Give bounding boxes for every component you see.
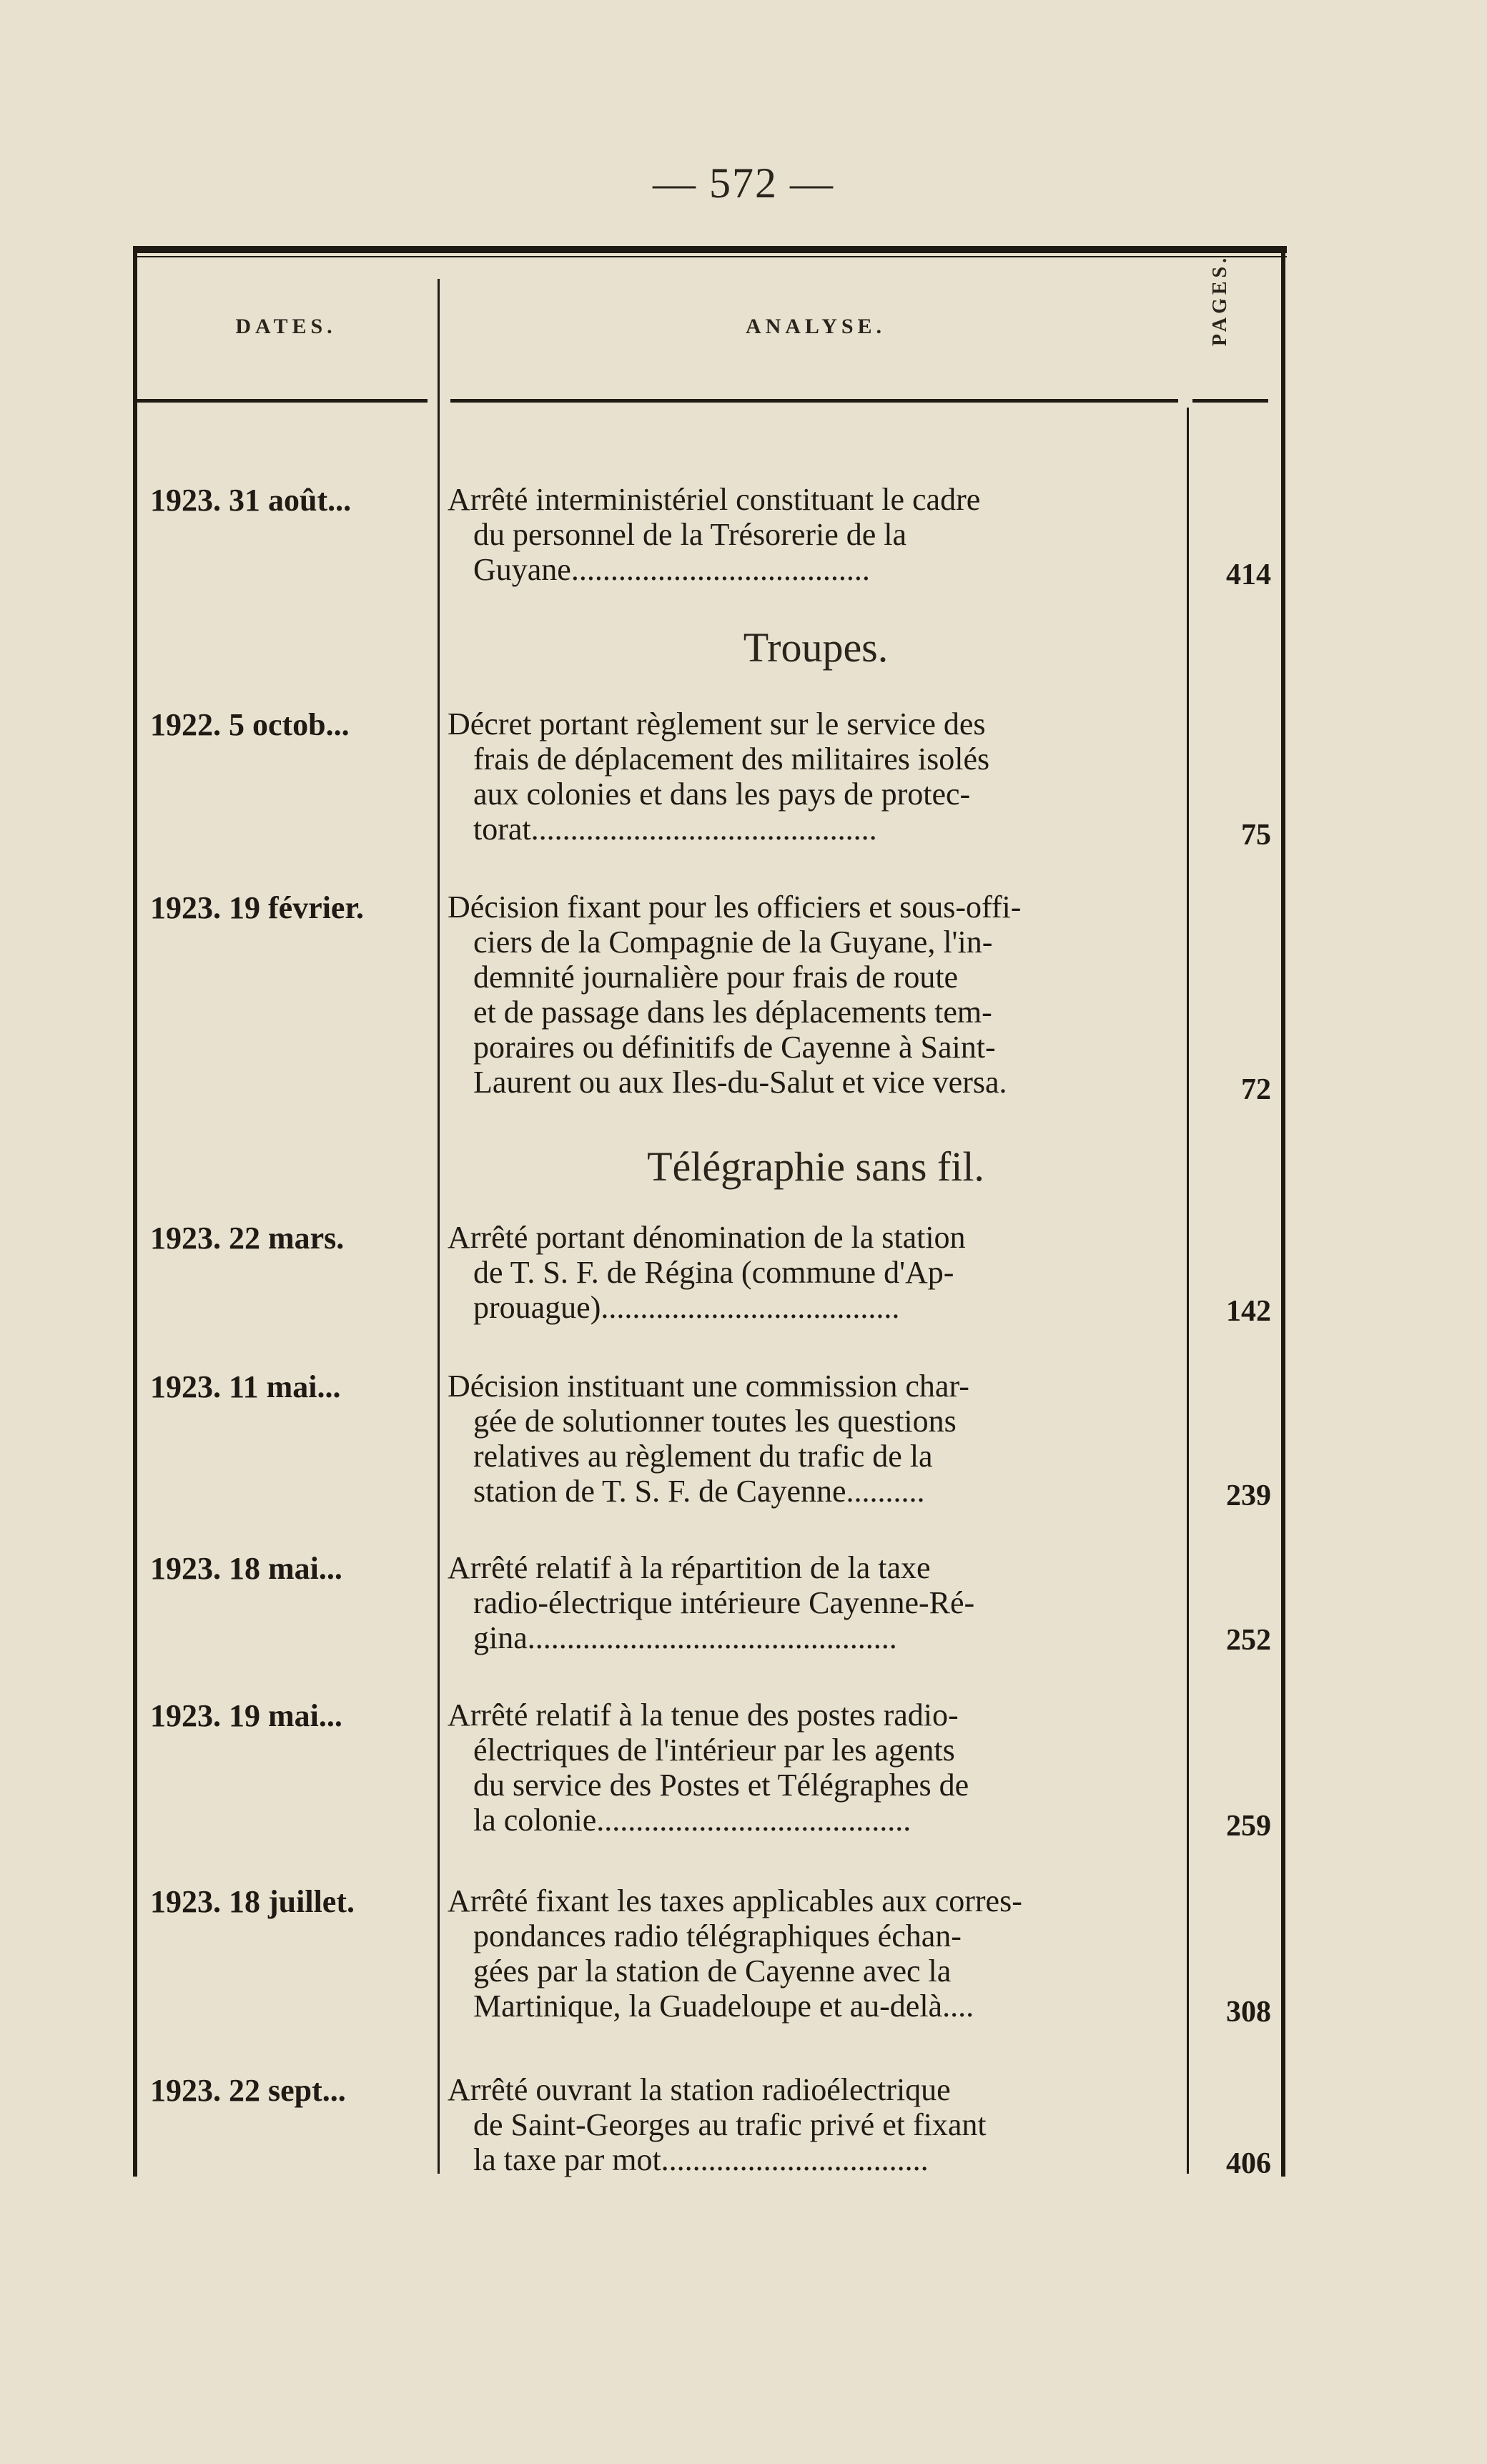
analysis-line: Arrêté relatif à la répartition de la taxe	[448, 1550, 931, 1585]
analysis-line: poraires ou définitifs de Cayenne à Saint-	[473, 1030, 996, 1065]
analysis-line: électriques de l'intérieur par les agents	[473, 1733, 955, 1768]
analysis-line: gée de solutionner toutes les questions	[473, 1404, 957, 1439]
analysis-line: Laurent ou aux Iles-du-Salut et vice versa.	[473, 1065, 1007, 1100]
page-number: — 572 —	[653, 159, 834, 207]
entry-analysis	[448, 1697, 1184, 1838]
analysis-line: ciers de la Compagnie de la Guyane, l'in-	[473, 925, 993, 960]
analysis-line: frais de déplacement des militaires isolés	[473, 741, 990, 777]
analysis-line: Arrêté ouvrant la station radioélectrique	[448, 2072, 951, 2107]
header-bottom-rule-analyse	[450, 399, 1178, 403]
entry-page-number: 252	[1226, 1624, 1271, 1657]
entry-date: 1923. 22 sept...	[150, 2073, 346, 2108]
analysis-line: Guyane......................................	[473, 552, 870, 587]
analysis-line: de T. S. F. de Régina (commune d'Ap-	[473, 1255, 954, 1290]
entry-analysis	[448, 1220, 1184, 1325]
column-header-dates: DATES.	[235, 315, 337, 338]
entry-date: 1923. 31 août...	[150, 483, 352, 518]
entry-page-number: 239	[1226, 1479, 1271, 1512]
analysis-line: torat............................................	[473, 812, 877, 847]
entry-analysis	[448, 2072, 1184, 2177]
entry-date: 1923. 19 février.	[150, 890, 364, 925]
analysis-line: radio-électrique intérieure Cayenne-Ré-	[473, 1585, 975, 1620]
entry-analysis	[448, 1883, 1184, 2024]
entry-page-number: 72	[1241, 1073, 1271, 1106]
left-border	[133, 246, 137, 2177]
analysis-line: Martinique, la Guadeloupe et au-delà....	[473, 1989, 974, 2024]
entry-date: 1923. 18 mai...	[150, 1551, 342, 1586]
table-top-rule	[136, 246, 1287, 253]
analysis-line: Arrêté fixant les taxes applicables aux corres-	[448, 1883, 1022, 1918]
entry-analysis	[448, 889, 1184, 1100]
analysis-line: Arrêté relatif à la tenue des postes radio-	[448, 1697, 959, 1733]
column-header-pages-label: PAGES.	[1209, 254, 1231, 347]
entry-analysis	[448, 706, 1184, 847]
analysis-line: relatives au règlement du trafic de la	[473, 1439, 933, 1474]
analysis-line: gina...............................................	[473, 1620, 897, 1655]
analysis-line: pondances radio télégraphiques échan-	[473, 1918, 962, 1953]
entry-analysis	[448, 1550, 1184, 1655]
entry-analysis	[448, 1369, 1184, 1509]
right-border	[1281, 246, 1285, 2177]
analysis-line: Décision fixant pour les officiers et sous-offi-	[448, 889, 1022, 925]
entry-date: 1923. 19 mai...	[150, 1698, 342, 1733]
analysis-line: aux colonies et dans les pays de protec-	[473, 777, 971, 812]
header-bottom-rule-pages	[1192, 399, 1268, 403]
entry-page-number: 414	[1226, 558, 1271, 591]
analysis-line: station de T. S. F. de Cayenne..........	[473, 1474, 925, 1509]
entry-analysis	[448, 482, 1184, 587]
analysis-line: et de passage dans les déplacements tem-	[473, 995, 992, 1030]
analysis-line: la colonie........................................	[473, 1803, 912, 1838]
header-bottom-rule-dates	[136, 399, 428, 403]
analysis-line: Décision instituant une commission char-	[448, 1369, 969, 1404]
analysis-line: Arrêté portant dénomination de la station	[448, 1220, 966, 1255]
analysis-line: prouague)......................................	[473, 1290, 900, 1325]
analysis-line: demnité journalière pour frais de route	[473, 960, 959, 995]
analysis-line: gées par la station de Cayenne avec la	[473, 1953, 952, 1989]
entry-date: 1923. 22 mars.	[150, 1221, 345, 1256]
entry-date: 1922. 5 octob...	[150, 707, 350, 742]
entry-page-number: 308	[1226, 1996, 1271, 2029]
divider-dates-analyse	[438, 279, 440, 2174]
table-top-rule-thin	[136, 256, 1287, 257]
analysis-line: Arrêté interministériel constituant le cadre	[448, 482, 981, 517]
entry-date: 1923. 11 mai...	[150, 1369, 341, 1404]
entry-date: 1923. 18 juillet.	[150, 1884, 355, 1919]
section-heading-troupes: Troupes.	[743, 624, 889, 671]
column-header-analyse: ANALYSE.	[745, 315, 886, 338]
divider-analyse-pages	[1187, 408, 1189, 2174]
entry-page-number: 259	[1226, 1810, 1271, 1843]
entry-page-number: 406	[1226, 2147, 1271, 2180]
analysis-line: de Saint-Georges au trafic privé et fixant	[473, 2107, 987, 2142]
column-header-pages	[1188, 236, 1253, 365]
analysis-line: du personnel de la Trésorerie de la	[473, 517, 907, 552]
analysis-line: du service des Postes et Télégraphes de	[473, 1768, 969, 1803]
analysis-line: la taxe par mot..................................	[473, 2142, 929, 2177]
analysis-line: Décret portant règlement sur le service des	[448, 706, 986, 741]
section-heading-telegraphie: Télégraphie sans fil.	[647, 1143, 984, 1190]
entry-page-number: 75	[1241, 819, 1271, 852]
entry-page-number: 142	[1226, 1295, 1271, 1328]
